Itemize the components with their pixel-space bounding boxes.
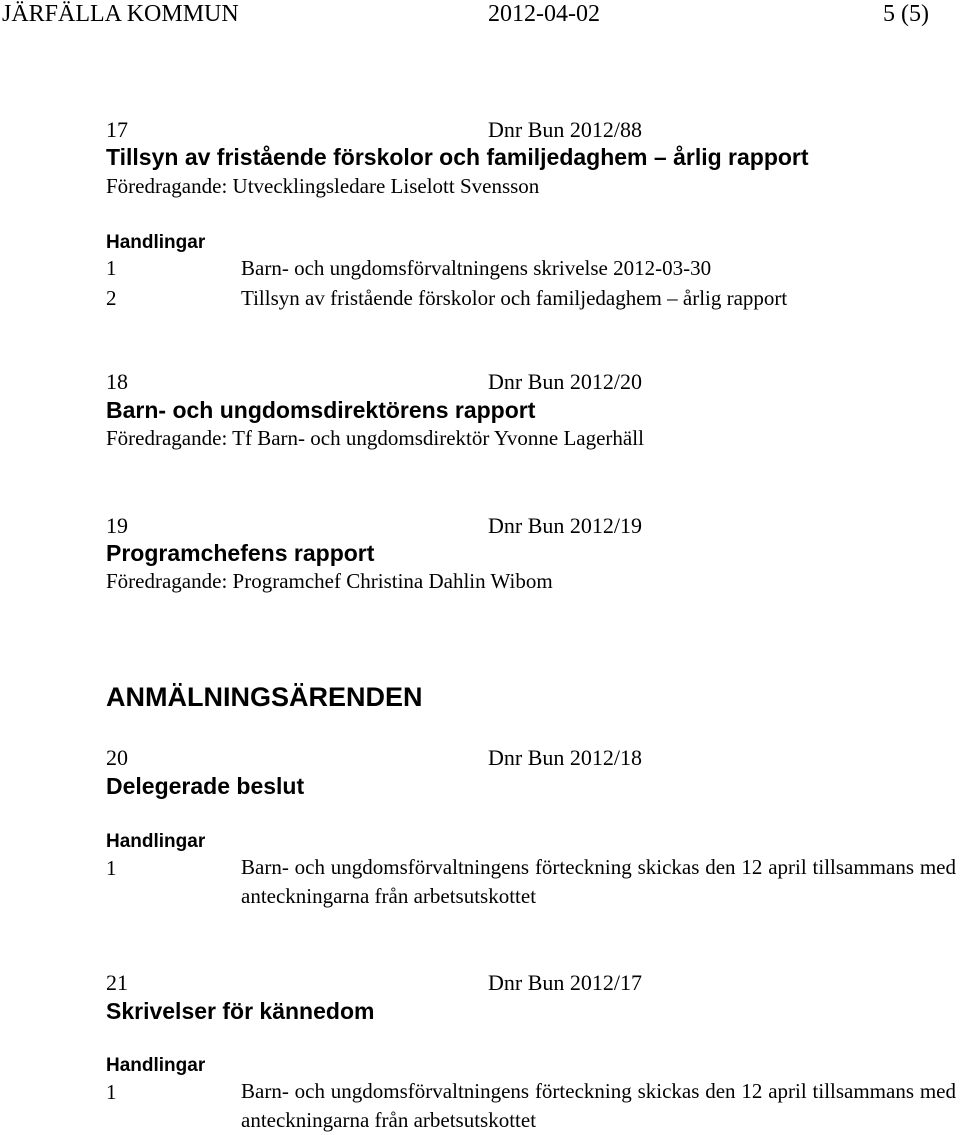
item-dnr: Dnr Bun 2012/88 xyxy=(488,117,642,142)
document-text: Barn- och ungdomsförvaltningens förteckning skickas den 12 april tillsammans med anteckningarna från arbetsutskottet xyxy=(241,1079,956,1132)
document-index: 1 xyxy=(106,1080,117,1104)
item-dnr: Dnr Bun 2012/17 xyxy=(488,970,642,995)
document-text: Barn- och ungdomsförvaltningens skrivelse 2012-03-30 xyxy=(241,256,712,280)
item-title: Barn- och ungdomsdirektörens rapport xyxy=(106,397,536,423)
documents-heading: Handlingar xyxy=(106,831,206,852)
document-text: Tillsyn av fristående förskolor och familjedaghem – årlig rapport xyxy=(241,286,788,310)
item-title: Programchefens rapport xyxy=(106,540,375,566)
item-number: 17 xyxy=(106,117,128,142)
item-title: Delegerade beslut xyxy=(106,773,305,799)
item-presenter: Föredragande: Utvecklingsledare Liselott Svensson xyxy=(106,174,540,198)
document-index: 1 xyxy=(106,256,117,280)
item-dnr: Dnr Bun 2012/18 xyxy=(488,745,642,770)
item-dnr: Dnr Bun 2012/20 xyxy=(488,369,642,394)
documents-heading: Handlingar xyxy=(106,1055,206,1076)
document-text: Barn- och ungdomsförvaltningens förteckning skickas den 12 april tillsammans med anteckningarna från arbetsutskottet xyxy=(241,855,956,908)
documents-heading: Handlingar xyxy=(106,232,206,253)
organization-name: JÄRFÄLLA KOMMUN xyxy=(2,1,239,27)
item-dnr: Dnr Bun 2012/19 xyxy=(488,513,642,538)
item-number: 21 xyxy=(106,970,128,995)
item-number: 20 xyxy=(106,745,128,770)
item-presenter: Föredragande: Tf Barn- och ungdomsdirektör Yvonne Lagerhäll xyxy=(106,426,644,450)
item-title: Tillsyn av fristående förskolor och familjedaghem – årlig rapport xyxy=(106,144,809,170)
item-title: Skrivelser för kännedom xyxy=(106,998,375,1024)
item-number: 19 xyxy=(106,513,128,538)
document-index: 2 xyxy=(106,286,117,310)
item-number: 18 xyxy=(106,369,128,394)
section-heading: ANMÄLNINGSÄRENDEN xyxy=(106,682,423,712)
document-index: 1 xyxy=(106,856,117,880)
document-date: 2012-04-02 xyxy=(488,1,600,27)
item-presenter: Föredragande: Programchef Christina Dahlin Wibom xyxy=(106,569,553,593)
page-number: 5 (5) xyxy=(883,1,929,27)
